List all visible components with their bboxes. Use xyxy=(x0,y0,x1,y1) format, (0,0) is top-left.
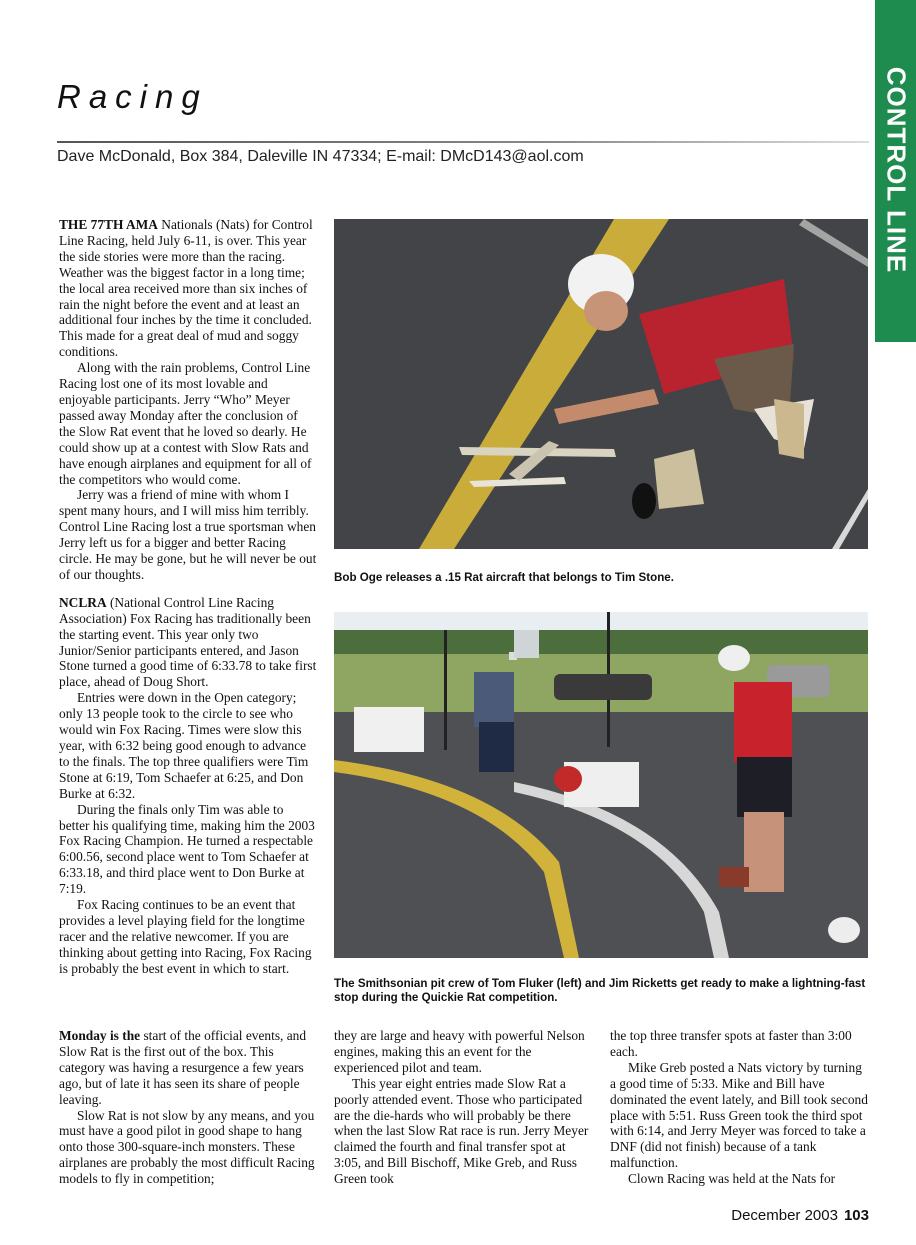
photo-pilot-release-image xyxy=(334,219,868,549)
section-tab xyxy=(875,0,916,342)
photo-pilot-release xyxy=(334,219,868,549)
paragraph: Fox Racing continues to be an event that provides a level playing field for the longtime racer and the relative newcomer. If you are thinking about getting into Racing, Fox Racing is probably the best event in which to start. xyxy=(59,897,312,976)
paragraph: Slow Rat is not slow by any means, and you must have a good pilot in good shape to hang onto those 300-square-inch monsters. These airplanes are probably the most difficult Racing models to fly in competition; xyxy=(59,1107,315,1187)
page-number: 103 xyxy=(843,1207,869,1224)
section-tab-label: CONTROL LINE xyxy=(881,66,911,274)
bottom-column-3 xyxy=(610,1028,868,1187)
header-rule xyxy=(57,141,869,143)
lead-in: Monday is the xyxy=(59,1028,141,1043)
photo-caption: Bob Oge releases a .15 Rat aircraft that belongs to Tim Stone. xyxy=(334,571,674,584)
paragraph: they are large and heavy with powerful Nelson engines, making this an event for the experienced pilot and team. xyxy=(334,1028,585,1075)
paragraph: Along with the rain problems, Control Line Racing lost one of its most lovable and enjoyable participants. Jerry “Who” Meyer passed away Monday after the conclusion of the Slow Rat event that he loved so dearly. He could show up at a contest with Slow Rats and have enough airplanes and equipment for all of the competitors who would come. xyxy=(59,360,312,487)
paragraph: Clown Racing was held at the Nats for xyxy=(628,1171,836,1187)
paragraph: Entries were down in the Open category; only 13 people took to the circle to see who would win Fox Racing. Times were slow this year, with 6:32 being good enough to advance to the finals. The top three qualifiers were Tim Stone at 6:19, Tom Schaefer at 6:25, and Don Burke at 6:32. xyxy=(59,690,309,801)
lead-in: THE 77TH AMA xyxy=(59,217,158,232)
bottom-column-1 xyxy=(59,1028,317,1187)
author-byline: Dave McDonald, Box 384, Daleville IN 47334; E-mail: DMcD143@aol.com xyxy=(57,148,584,165)
page-footer xyxy=(731,1207,869,1224)
issue-date: December 2003 xyxy=(731,1207,838,1224)
lead-in: NCLRA xyxy=(59,594,107,610)
paragraph: NCLRA (National Control Line Racing Association) Fox Racing has traditionally been the starting event. This year only two Junior/Senior participants entered, and Jason Stone turned a good time of 6:33.78 to take first place, ahead of Doug Short. xyxy=(59,594,317,690)
paragraph: THE 77TH AMA Nationals (Nats) for Control Line Racing, held July 6-11, is over. This year the side stories were more than the racing. Weather was the biggest factor in a long time; the local area received more than six inches of rain the night before the event and at least an additional four inches by the time it concluded. This made for a great deal of mud and soggy conditions. xyxy=(59,217,313,360)
paragraph: During the finals only Tim was able to better his qualifying time, making him the 2003 Fox Racing Champion. He turned a respectable 6:00.56, second place went to Tom Schaefer at 6:33.18, and third place went to Don Burke at 7:19. xyxy=(59,801,315,897)
bottom-column-2 xyxy=(334,1028,592,1187)
photo-caption: The Smithsonian pit crew of Tom Fluker (left) and Jim Ricketts get ready to make a lightning-fast stop during the Quickie Rat competition. xyxy=(334,977,866,1004)
photo-pit-crew xyxy=(334,612,868,958)
photo-pit-crew-image xyxy=(334,612,868,958)
paragraph: Monday is the start of the official events, and Slow Rat is the first out of the box. This category was having a resurgence a few years ago, but of late it has seen its share of people leaving. xyxy=(59,1028,307,1107)
paragraph: This year eight entries made Slow Rat a poorly attended event. Those who participated are the die-hards who will probably be there when the last Slow Rat race is run. Jerry Meyer claimed the fourth and final transfer spot at 3:05, and Bill Bischoff, Mike Greb, and Russ Green took xyxy=(334,1075,589,1187)
article-title: Racing xyxy=(57,78,208,115)
paragraph: Jerry was a friend of mine with whom I spent many hours, and I will miss him terribly. Control Line Racing lost a true sportsman when Jerry left us for a bigger and better Racing circle. He may be gone, but he will never be out of our thoughts. xyxy=(59,487,317,582)
paragraph: the top three transfer spots at faster than 3:00 each. xyxy=(610,1028,852,1059)
left-column xyxy=(59,217,317,977)
paragraph: Mike Greb posted a Nats victory by turning a good time of 5:33. Mike and Bill have dominated the event lately, and Bill took second place with 5:51. Russ Green took the third spot with 6:14, and Jerry Meyer was forced to take a DNF (did not finish) because of a tank malfunction. xyxy=(610,1059,868,1171)
